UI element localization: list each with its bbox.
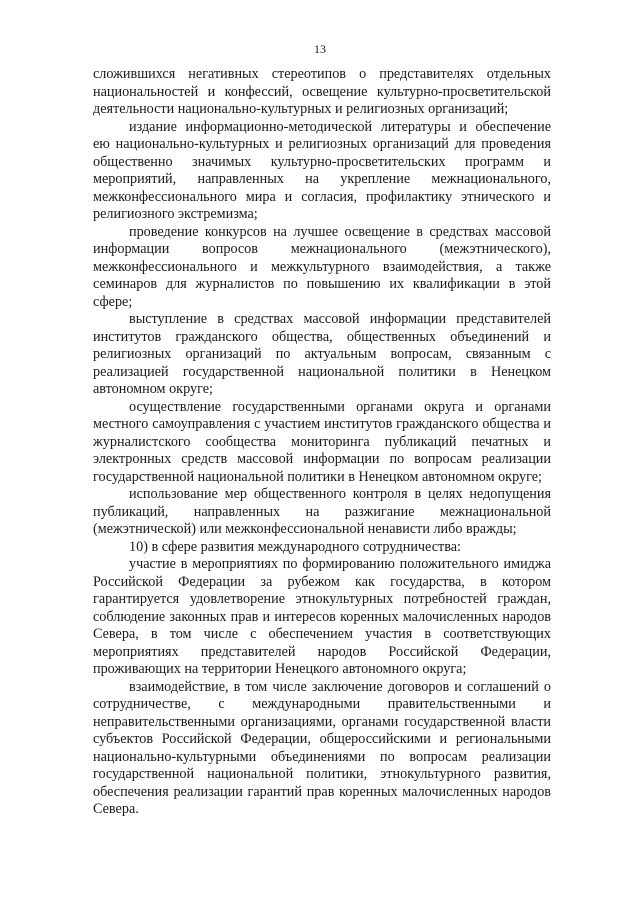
paragraph-8: участие в мероприятиях по формированию положительного имиджа Российской Федерации за рубежом как государства, в котором гарантируется удовлетворение этнокультурных потребностей граждан, соблюдение законных прав и интересов коренных малочисленных народов Севера, в том числе с обеспечением участия в соответствующих мероприятиях представителей народов Российской Федерации, проживающих на территории Ненецкого автономного округа;	[93, 556, 551, 677]
paragraph-6: использование мер общественного контроля в целях недопущения публикаций, направленных на разжигание межнациональной (межэтнической) или межконфессиональной ненависти либо вражды;	[93, 486, 551, 537]
paragraph-5: осуществление государственными органами округа и органами местного самоуправления с участием институтов гражданского общества и журналистского сообщества мониторинга публикаций печатных и электронных средств массовой информации по вопросам реализации государственной национальной политики в Ненецком автономном округе;	[93, 398, 551, 485]
document-body	[93, 66, 551, 819]
section-heading-10: 10) в сфере развития международного сотрудничества:	[129, 538, 461, 555]
paragraph-1: сложившихся негативных стереотипов о представителях отдельных национальностей и конфессий, освещение культурно-просветительской деятельности национально-культурных и религиозных организаций;	[93, 66, 551, 117]
paragraph-2: издание информационно-методической литературы и обеспечение ею национально-культурных и религиозных организаций для проведения общественно значимых культурно-просветительских программ и мероприятий, направленных на укрепление межнационального, межконфессионального мира и согласия, профилактику этнического и религиозного экстремизма;	[93, 118, 551, 222]
paragraph-4: выступление в средствах массовой информации представителей институтов гражданского общества, общественных объединений и религиозных организаций по актуальным вопросам, связанным с реализацией государственной национальной политики в Ненецком автономном округе;	[93, 311, 551, 397]
paragraph-9: взаимодействие, в том числе заключение договоров и соглашений о сотрудничестве, с международными правительственными и неправительственными организациями, органами государственной власти субъектов Российской Федерации, общероссийскими и региональными национально-культурными объединениями по вопросам реализации государственной национальной политики, этнокультурного развития, обеспечения реализации гарантий прав коренных малочисленных народов Севера.	[93, 678, 551, 817]
paragraph-3: проведение конкурсов на лучшее освещение в средствах массовой информации вопросов межнационального (межэтнического), межконфессионального и межкультурного взаимодействия, а также семинаров для журналистов по повышению их квалификации в этой сфере;	[93, 223, 551, 310]
page-number: 13	[314, 42, 326, 56]
